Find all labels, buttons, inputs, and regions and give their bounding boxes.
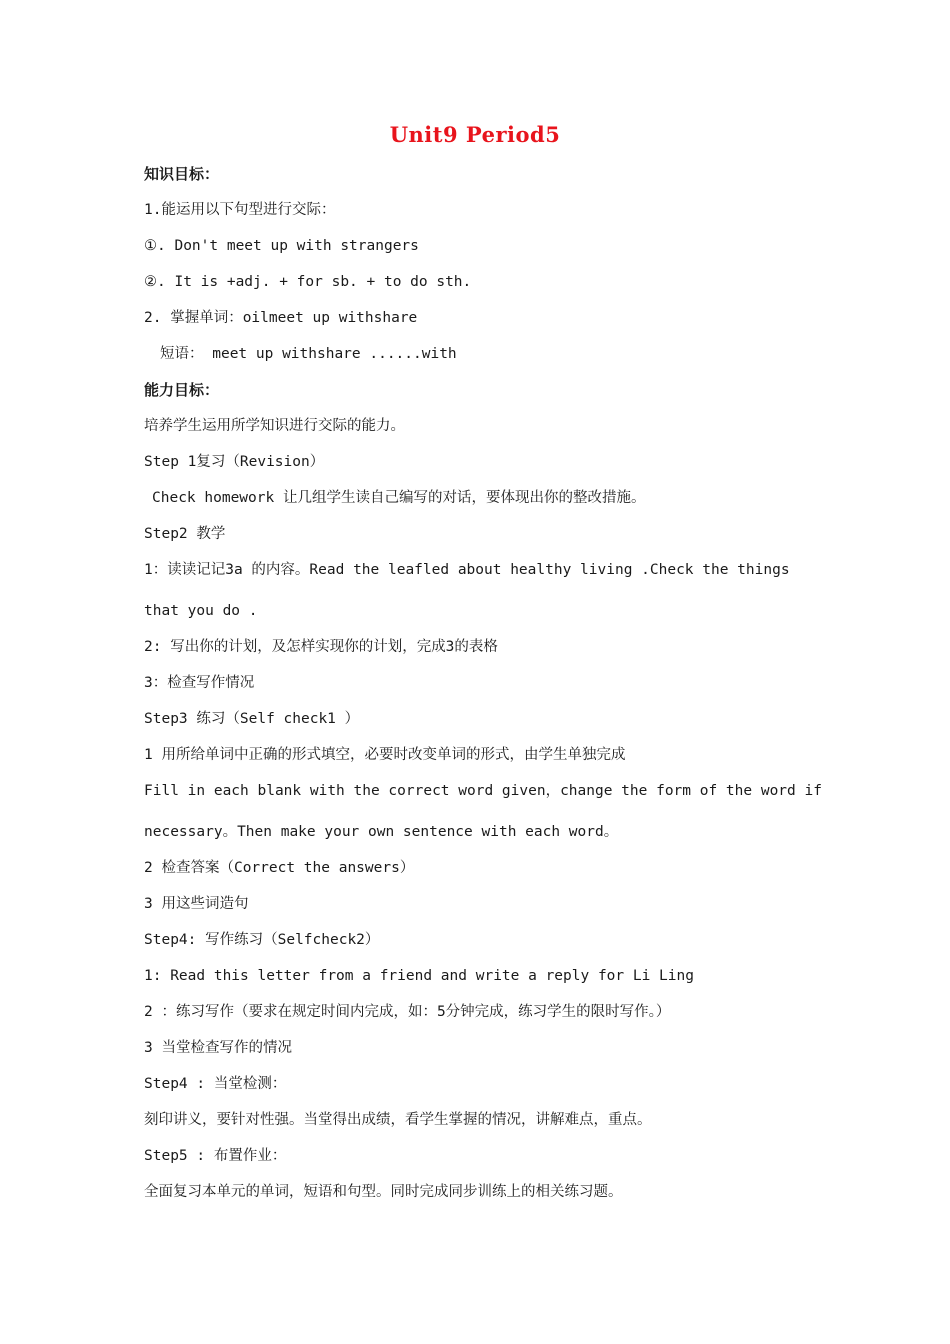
text-line: that you do .	[144, 603, 258, 619]
step-heading: Step5 : 布置作业：	[144, 1148, 287, 1164]
text-line: 1：读读记记3a 的内容。Read the leafled about healthy living .Check the things	[144, 562, 790, 578]
step-heading: Step3 练习（Self check1 ）	[144, 711, 360, 727]
step-heading: Step 1复习（Revision）	[144, 454, 325, 470]
step-heading: Step4: 写作练习（Selfcheck2）	[144, 932, 380, 948]
text-line: ②. It is +adj. + for sb. + to do sth.	[144, 274, 472, 290]
text-line: 2: 写出你的计划，及怎样实现你的计划，完成3的表格	[144, 639, 498, 655]
text-line: 2. 掌握单词：oilmeet up withshare	[144, 310, 418, 326]
text-line: 2 ：练习写作（要求在规定时间内完成，如：5分钟完成，练习学生的限时写作。）	[144, 1004, 671, 1020]
text-line: 1 用所给单词中正确的形式填空，必要时改变单词的形式，由学生单独完成	[144, 747, 626, 763]
text-line: ①. Don't meet up with strangers	[144, 238, 419, 254]
text-line: 1.能运用以下句型进行交际：	[144, 202, 336, 218]
text-line: necessary。Then make your own sentence with each word。	[144, 824, 619, 840]
heading-ability-goals: 能力目标：	[144, 381, 220, 399]
text-line: 培养学生运用所学知识进行交际的能力。	[144, 418, 405, 434]
text-line: 1: Read this letter from a friend and write a reply for Li Ling	[144, 968, 694, 984]
step-heading: Step4 : 当堂检测：	[144, 1076, 287, 1092]
step-heading: Step2 教学	[144, 526, 226, 542]
text-line: 全面复习本单元的单词，短语和句型。同时完成同步训练上的相关练习题。	[144, 1184, 623, 1200]
heading-knowledge-goals: 知识目标：	[144, 165, 220, 183]
document-title: Unit9 Period5	[389, 122, 561, 147]
text-line: 3 用这些词造句	[144, 896, 249, 912]
text-line: 3：检查写作情况	[144, 675, 255, 691]
text-line: Check homework 让几组学生读自己编写的对话，要体现出你的整改措施。	[152, 490, 646, 506]
text-line: Fill in each blank with the correct word given，change the form of the word if	[144, 783, 822, 799]
text-line: 2 检查答案（Correct the answers）	[144, 860, 415, 876]
text-line: 短语： meet up withshare ......with	[160, 346, 457, 362]
text-line: 3 当堂检查写作的情况	[144, 1040, 292, 1056]
text-line: 刻印讲义，要针对性强。当堂得出成绩，看学生掌握的情况，讲解难点，重点。	[144, 1112, 652, 1128]
